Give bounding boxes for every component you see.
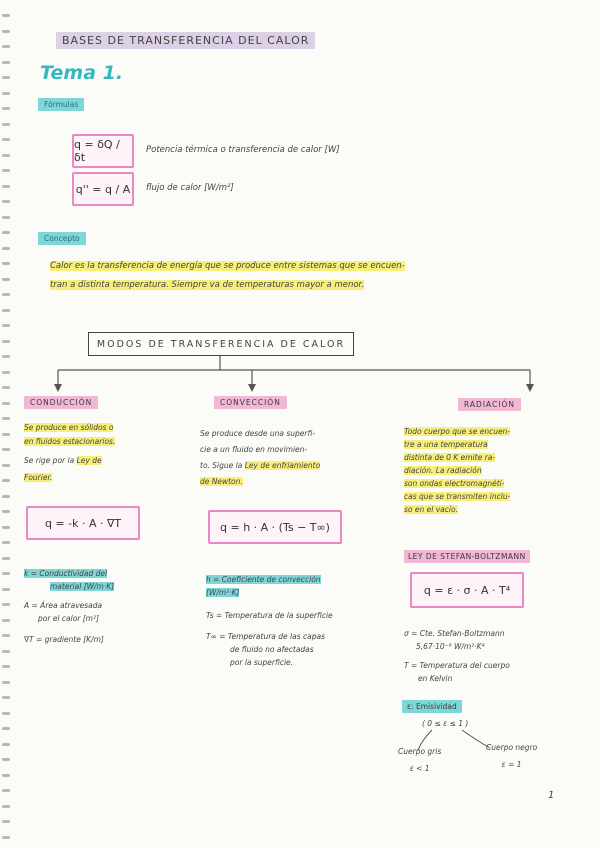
spiral-ring <box>2 696 10 699</box>
spiral-ring <box>2 805 10 808</box>
conduccion-line-3: Se rige por la <box>24 456 75 465</box>
newton-formula-box <box>208 510 342 544</box>
k-definition-b: material [W/m·K] <box>50 582 115 591</box>
grad-definition: ∇T = gradiente [K/m] <box>24 635 104 644</box>
tinf-definition-a: T∞ = Temperatura de las capas <box>206 632 325 641</box>
conveccion-law-b: de Newton. <box>200 477 243 486</box>
conduccion-line-1: Se produce en sólidos o <box>24 423 114 432</box>
spiral-ring <box>2 774 10 777</box>
spiral-ring <box>2 836 10 839</box>
spiral-ring <box>2 464 10 467</box>
sigma-definition-a: σ = Cte. Stefan-Boltzmann <box>404 629 505 638</box>
gray-body-label: Cuerpo gris <box>398 747 442 756</box>
spiral-ring <box>2 588 10 591</box>
arrow-head-conveccion <box>248 384 256 392</box>
section-tag-formulas: Fórmulas <box>38 98 84 111</box>
conduccion-law-b: Fourier. <box>24 473 53 482</box>
radiacion-heading: RADIACIÓN <box>458 398 521 411</box>
h-definition-b: [W/m²·K] <box>206 588 240 597</box>
spiral-ring <box>2 433 10 436</box>
h-definition-a: h = Coeficiente de convección <box>206 575 321 584</box>
conduccion-heading: CONDUCCIÓN <box>24 396 98 409</box>
diagram-connectors <box>0 0 600 420</box>
conduccion-text <box>24 422 174 483</box>
section-tag-concept: Concepto <box>38 232 86 245</box>
formula-flux-desc: flujo de calor [W/m²] <box>146 183 234 193</box>
stefan-formula-box <box>410 572 524 608</box>
formula-flux: q'' = q / A <box>75 182 131 196</box>
formula-power-desc: Potencia térmica o transferencia de calor [W] <box>146 145 340 155</box>
tinf-definition-c: por la superficie. <box>230 658 294 667</box>
black-body-eps: ε = 1 <box>501 760 522 769</box>
black-body <box>486 742 537 770</box>
conveccion-definitions <box>206 574 376 668</box>
spiral-ring <box>2 681 10 684</box>
conveccion-line-3: to. Sigue la <box>200 461 243 470</box>
emissivity-range: ( 0 ≤ ε ≤ 1 ) <box>422 719 469 728</box>
fourier-formula: q = -k · A · ∇T <box>44 516 122 530</box>
spiral-ring <box>2 557 10 560</box>
conduccion-definitions <box>24 568 184 645</box>
spiral-ring <box>2 479 10 482</box>
conveccion-law-a: Ley de enfriamiento <box>244 461 321 470</box>
k-definition-a: k = Conductividad del <box>24 569 108 578</box>
radiacion-definitions <box>404 628 584 684</box>
intro-line-2: tran a distinta temperatura. Siempre va de temperaturas mayor a menor. <box>50 279 364 290</box>
radiacion-line-7: so en el vacío. <box>404 505 458 514</box>
intro-line-1: Calor es la transferencia de energía que se produce entre sistemas que se encuen- <box>50 261 405 271</box>
gray-body-eps: ε < 1 <box>409 764 430 773</box>
arrow-head-conduccion <box>54 384 62 392</box>
radiacion-text <box>404 426 584 515</box>
formula-power: q = δQ / δt <box>74 138 120 164</box>
page-number: 1 <box>548 790 555 801</box>
spiral-ring <box>2 743 10 746</box>
spiral-ring <box>2 758 10 761</box>
radiacion-line-6: cas que se transmiten inclu- <box>404 492 511 501</box>
tinf-definition-b: de fluido no afectadas <box>230 645 314 654</box>
t-definition-b: en Kelvin <box>418 674 453 683</box>
spiral-ring <box>2 634 10 637</box>
conveccion-text <box>200 428 370 487</box>
spiral-ring <box>2 495 10 498</box>
spiral-ring <box>2 650 10 653</box>
page-title: BASES DE TRANSFERENCIA DEL CALOR <box>56 32 315 49</box>
sigma-definition-b: 5,67·10⁻⁸ W/m²·K⁴ <box>416 642 485 651</box>
emissivity-label: ε: Emisividad <box>402 700 462 713</box>
conveccion-heading: CONVECCIÓN <box>214 396 287 409</box>
modes-box: MODOS DE TRANSFERENCIA DE CALOR <box>88 332 354 356</box>
stefan-law-label: LEY DE STEFAN-BOLTZMANN <box>404 550 530 563</box>
conveccion-line-1: Se produce desde una superfi- <box>200 429 316 438</box>
spiral-ring <box>2 572 10 575</box>
spiral-ring <box>2 448 10 451</box>
spiral-ring <box>2 712 10 715</box>
spiral-ring <box>2 727 10 730</box>
arrow-head-radiacion <box>526 384 534 392</box>
spiral-ring <box>2 510 10 513</box>
spiral-ring <box>2 665 10 668</box>
stefan-formula: q = ε · σ · A · T⁴ <box>423 583 511 597</box>
t-definition-a: T = Temperatura del cuerpo <box>404 661 510 670</box>
radiacion-line-1: Todo cuerpo que se encuen- <box>404 427 511 436</box>
tema-heading: Tema 1. <box>40 62 124 84</box>
radiacion-line-5: son ondas electromagnéti- <box>404 479 505 488</box>
spiral-ring <box>2 541 10 544</box>
a-definition-b: por el calor [m²] <box>38 614 99 623</box>
spiral-ring <box>2 526 10 529</box>
conveccion-line-2: cie a un fluido en movimien- <box>200 445 308 454</box>
fourier-formula-box <box>26 506 140 540</box>
newton-formula: q = h · A · (Ts − T∞) <box>220 520 330 534</box>
radiacion-line-2: tre a una temperatura <box>404 440 488 449</box>
gray-body <box>398 746 441 774</box>
spiral-ring <box>2 603 10 606</box>
a-definition-a: A = Área atravesada <box>24 601 103 610</box>
spiral-ring <box>2 619 10 622</box>
spiral-ring <box>2 789 10 792</box>
black-body-label: Cuerpo negro <box>486 743 538 752</box>
conduccion-line-2: en fluidos estacionarios. <box>24 437 116 446</box>
ts-definition: Ts = Temperatura de la superficie <box>206 611 333 620</box>
radiacion-line-3: distinta de 0 K emite ra- <box>404 453 495 462</box>
conduccion-law-a: Ley de <box>76 456 102 465</box>
radiacion-line-4: diación. La radiación <box>404 466 482 475</box>
spiral-ring <box>2 820 10 823</box>
